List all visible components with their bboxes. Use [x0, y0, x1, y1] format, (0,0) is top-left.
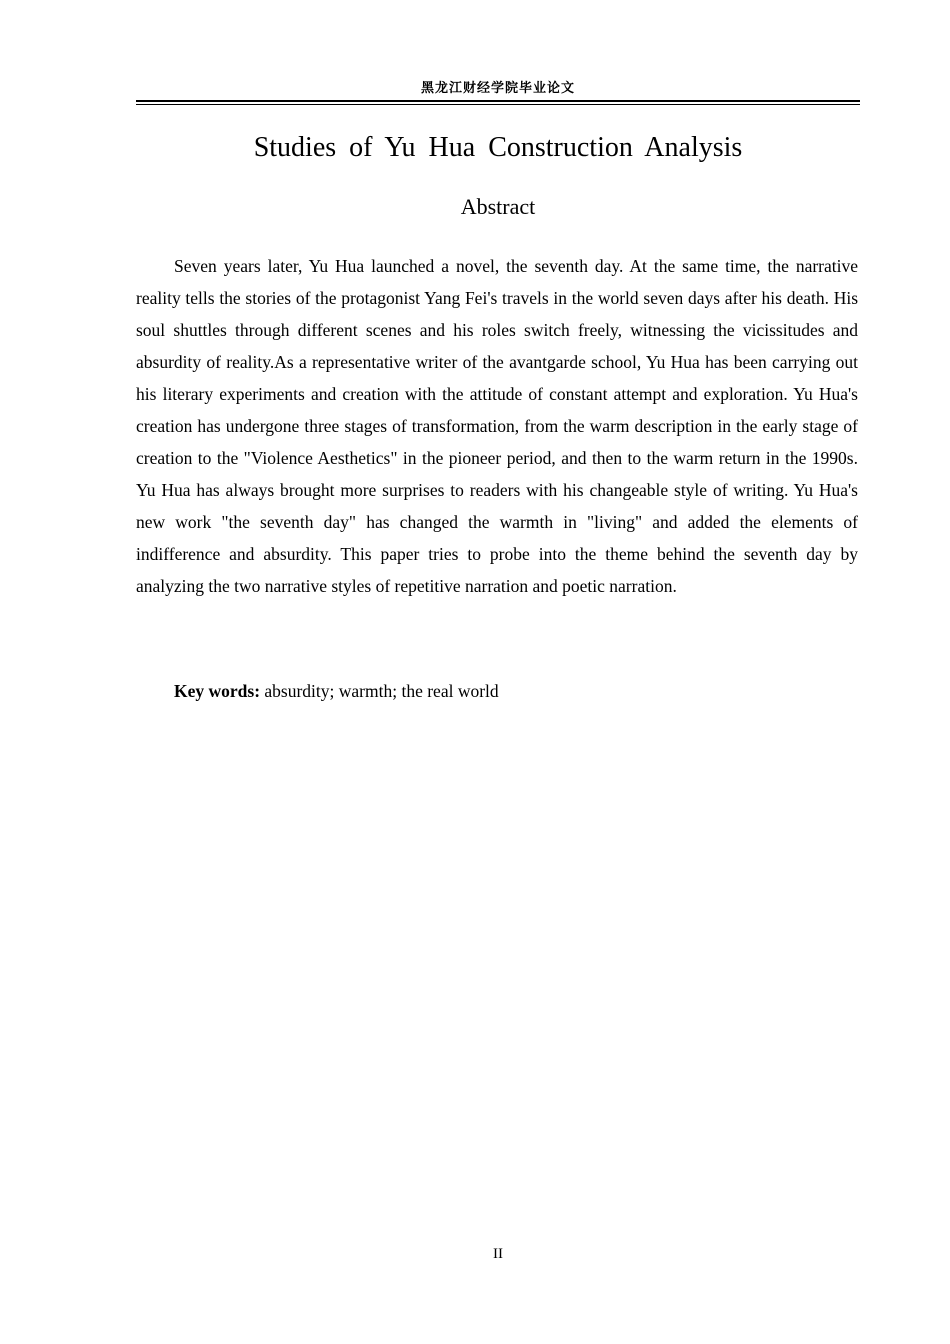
header-rule-thin: [136, 104, 860, 105]
keywords-label: Key words:: [174, 681, 261, 701]
running-header: 黑龙江财经学院毕业论文: [420, 81, 575, 96]
page-number: II: [493, 1246, 503, 1262]
paper-title: Studies of Yu Hua Construction Analysis: [253, 132, 743, 163]
abstract-heading: Abstract: [460, 194, 536, 219]
keywords-value: absurdity; warmth; the real world: [260, 681, 499, 701]
abstract-paragraph: Seven years later, Yu Hua launched a novel, the seventh day. At the same time, the narrative reality tells the stories of the protagonist Yang Fei's travels in the world seven days after his death. His soul shuttles through different scenes and his roles switch freely, witnessing the vicissitudes and absurdity of reality.As a representative writer of the avantgarde school, Yu Hua has been carrying out his literary experiments and creation with the attitude of constant attempt and exploration. Yu Hua's creation has undergone three stages of transformation, from the warm description in the early stage of creation to the "Violence Aesthetics" in the pioneer period, and then to the warm return in the 1990s. Yu Hua has always brought more surprises to readers with his changeable style of writing. Yu Hua's new work "the seventh day" has changed the warmth in "living" and added the elements of indifference and absurdity. This paper tries to probe into the theme behind the seventh day by analyzing the two narrative styles of repetitive narration and poetic narration.: [136, 256, 858, 596]
header-rule-thick: [136, 100, 860, 102]
keywords-line: [174, 677, 858, 705]
